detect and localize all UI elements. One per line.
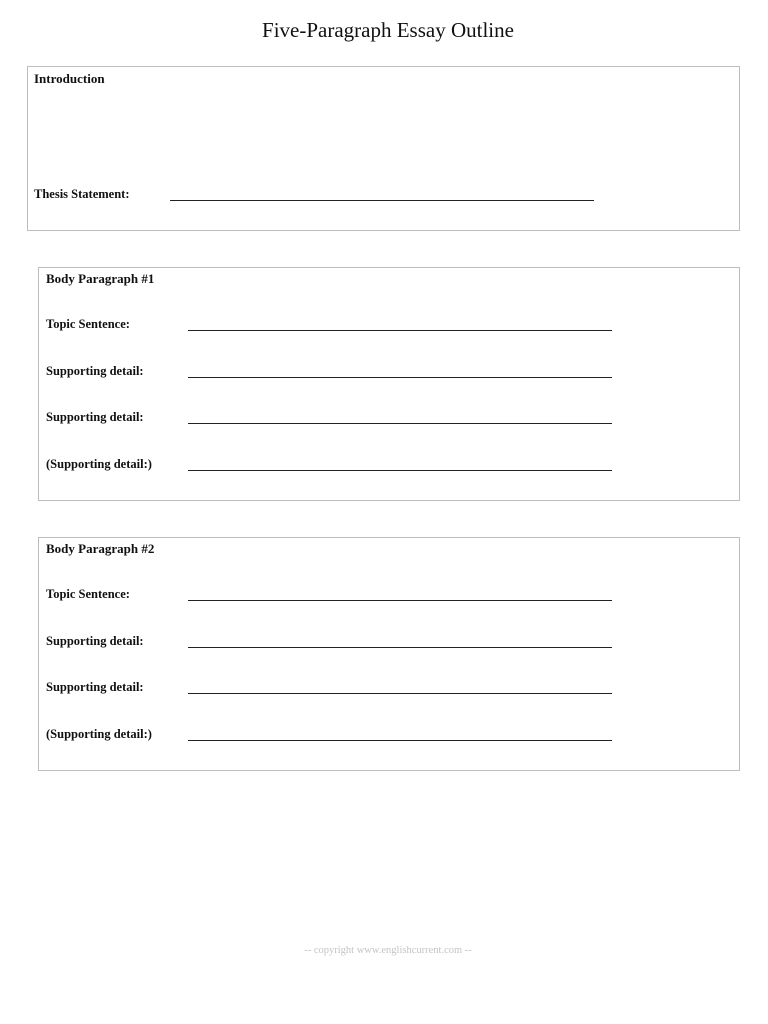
topic-sentence-blank-line [188, 330, 612, 331]
optional-supporting-detail-row [46, 727, 646, 745]
page-title: Five-Paragraph Essay Outline [262, 18, 514, 42]
body-paragraph-2-heading: Body Paragraph #2 [46, 541, 155, 556]
topic-sentence-label: Topic Sentence: [46, 587, 130, 601]
supporting-detail-label: Supporting detail: [46, 410, 144, 424]
topic-sentence-blank-line [188, 600, 612, 601]
supporting-detail-blank-line [188, 647, 612, 648]
optional-supporting-detail-label: (Supporting detail:) [46, 727, 152, 741]
optional-supporting-detail-blank-line [188, 470, 612, 471]
optional-supporting-detail-blank-line [188, 740, 612, 741]
supporting-detail-blank-line [188, 693, 612, 694]
supporting-detail-label: Supporting detail: [46, 364, 144, 378]
supporting-detail-blank-line [188, 377, 612, 378]
introduction-heading: Introduction [34, 71, 105, 86]
topic-sentence-row [46, 587, 646, 605]
supporting-detail-row [46, 364, 646, 382]
topic-sentence-label: Topic Sentence: [46, 317, 130, 331]
thesis-statement-row [34, 187, 634, 205]
optional-supporting-detail-row [46, 457, 646, 475]
thesis-statement-label: Thesis Statement: [34, 187, 130, 201]
supporting-detail-row [46, 410, 646, 428]
thesis-statement-blank-line [170, 200, 594, 201]
topic-sentence-row [46, 317, 646, 335]
supporting-detail-row [46, 634, 646, 652]
body-paragraph-2-section [38, 537, 740, 771]
supporting-detail-label: Supporting detail: [46, 634, 144, 648]
supporting-detail-row [46, 680, 646, 698]
supporting-detail-label: Supporting detail: [46, 680, 144, 694]
optional-supporting-detail-label: (Supporting detail:) [46, 457, 152, 471]
body-paragraph-1-section [38, 267, 740, 501]
supporting-detail-blank-line [188, 423, 612, 424]
body-paragraph-1-heading: Body Paragraph #1 [46, 271, 155, 286]
copyright-footer: -- copyright www.englishcurrent.com -- [304, 945, 472, 956]
introduction-section [27, 66, 740, 231]
